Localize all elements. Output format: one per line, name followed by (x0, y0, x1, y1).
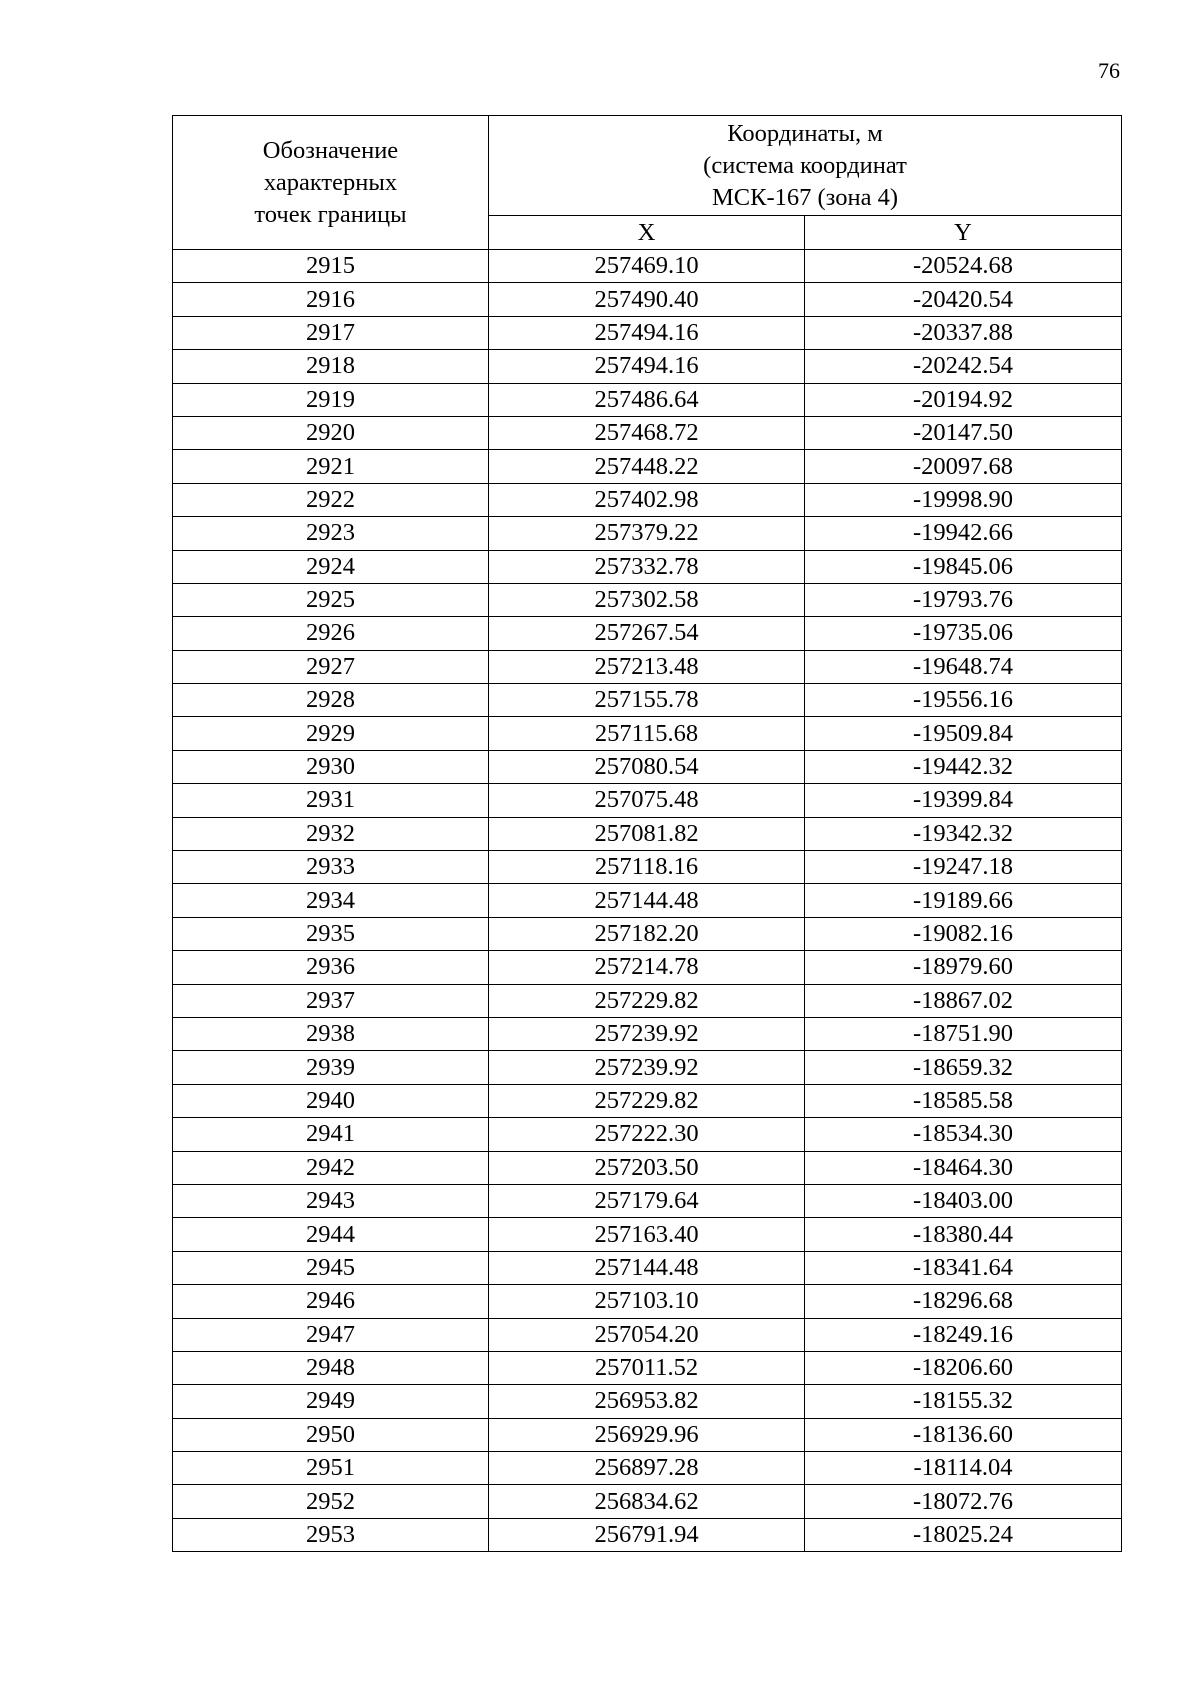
y-coordinate-cell: -18072.76 (805, 1485, 1122, 1518)
coordinates-group-header-line: МСК-167 (зона 4) (712, 183, 898, 211)
x-coordinate-cell: 257144.48 (489, 1251, 805, 1284)
point-id-cell: 2953 (173, 1518, 489, 1551)
table-row (173, 583, 1122, 616)
table-row (173, 784, 1122, 817)
point-id-cell: 2950 (173, 1418, 489, 1451)
point-id-cell: 2919 (173, 383, 489, 416)
table-row (173, 851, 1122, 884)
x-coordinate-cell: 257011.52 (489, 1351, 805, 1384)
table-row (173, 1084, 1122, 1117)
table-row (173, 483, 1122, 516)
y-coordinate-cell: -20194.92 (805, 383, 1122, 416)
y-column-header: Y (805, 216, 1122, 250)
table-row (173, 416, 1122, 449)
y-coordinate-cell: -19509.84 (805, 717, 1122, 750)
y-coordinate-cell: -20524.68 (805, 250, 1122, 283)
point-id-cell: 2925 (173, 583, 489, 616)
point-id-cell: 2924 (173, 550, 489, 583)
table-row (173, 250, 1122, 283)
y-coordinate-cell: -18249.16 (805, 1318, 1122, 1351)
y-coordinate-cell: -19556.16 (805, 684, 1122, 717)
point-designation-header-line: характерных (263, 168, 398, 196)
x-coordinate-cell: 256791.94 (489, 1518, 805, 1551)
point-id-cell: 2946 (173, 1285, 489, 1318)
x-coordinate-cell: 257203.50 (489, 1151, 805, 1184)
x-coordinate-cell: 257182.20 (489, 917, 805, 950)
point-id-cell: 2940 (173, 1084, 489, 1117)
header-row-top (173, 116, 1122, 216)
y-coordinate-cell: -19942.66 (805, 517, 1122, 550)
table-row (173, 1184, 1122, 1217)
point-id-cell: 2931 (173, 784, 489, 817)
y-coordinate-cell: -20147.50 (805, 416, 1122, 449)
x-coordinate-cell: 257486.64 (489, 383, 805, 416)
point-id-cell: 2945 (173, 1251, 489, 1284)
point-id-cell: 2916 (173, 283, 489, 316)
y-coordinate-cell: -18296.68 (805, 1285, 1122, 1318)
x-coordinate-cell: 257402.98 (489, 483, 805, 516)
y-coordinate-cell: -18867.02 (805, 984, 1122, 1017)
page-number: 76 (1098, 58, 1120, 83)
point-id-cell: 2923 (173, 517, 489, 550)
table-row (173, 1285, 1122, 1318)
y-coordinate-cell: -19648.74 (805, 650, 1122, 683)
point-designation-header (173, 116, 489, 250)
x-coordinate-cell: 257155.78 (489, 684, 805, 717)
point-id-cell: 2928 (173, 684, 489, 717)
x-coordinate-cell: 257267.54 (489, 617, 805, 650)
x-coordinate-cell: 256953.82 (489, 1385, 805, 1418)
table-row (173, 817, 1122, 850)
x-coordinate-cell: 257494.16 (489, 350, 805, 383)
x-coordinate-cell: 257115.68 (489, 717, 805, 750)
x-coordinate-cell: 257214.78 (489, 951, 805, 984)
x-coordinate-cell: 257222.30 (489, 1118, 805, 1151)
y-coordinate-cell: -18380.44 (805, 1218, 1122, 1251)
x-coordinate-cell: 257302.58 (489, 583, 805, 616)
point-id-cell: 2926 (173, 617, 489, 650)
y-coordinate-cell: -18534.30 (805, 1118, 1122, 1151)
table-row (173, 1351, 1122, 1384)
point-id-cell: 2930 (173, 750, 489, 783)
x-coordinate-cell: 257490.40 (489, 283, 805, 316)
point-id-cell: 2932 (173, 817, 489, 850)
y-coordinate-cell: -19247.18 (805, 851, 1122, 884)
point-id-cell: 2915 (173, 250, 489, 283)
y-coordinate-cell: -19189.66 (805, 884, 1122, 917)
table-row (173, 951, 1122, 984)
point-designation-header-line: Обозначение (262, 136, 399, 164)
table-row (173, 1251, 1122, 1284)
x-coordinate-cell: 257332.78 (489, 550, 805, 583)
x-coordinate-cell: 257163.40 (489, 1218, 805, 1251)
point-id-cell: 2935 (173, 917, 489, 950)
x-coordinate-cell: 257469.10 (489, 250, 805, 283)
point-id-cell: 2921 (173, 450, 489, 483)
y-coordinate-cell: -18751.90 (805, 1017, 1122, 1050)
coordinates-table (172, 115, 1122, 1552)
coordinates-group-header-line: (система координат (703, 151, 907, 179)
x-coordinate-cell: 257494.16 (489, 316, 805, 349)
y-coordinate-cell: -18341.64 (805, 1251, 1122, 1284)
y-coordinate-cell: -18585.58 (805, 1084, 1122, 1117)
y-coordinate-cell: -20242.54 (805, 350, 1122, 383)
x-coordinate-cell: 256834.62 (489, 1485, 805, 1518)
y-coordinate-cell: -20420.54 (805, 283, 1122, 316)
x-coordinate-cell: 257213.48 (489, 650, 805, 683)
table-row (173, 550, 1122, 583)
y-coordinate-cell: -19845.06 (805, 550, 1122, 583)
x-coordinate-cell: 257239.92 (489, 1017, 805, 1050)
point-id-cell: 2941 (173, 1118, 489, 1151)
x-coordinate-cell: 257239.92 (489, 1051, 805, 1084)
point-id-cell: 2952 (173, 1485, 489, 1518)
x-coordinate-cell: 257118.16 (489, 851, 805, 884)
point-id-cell: 2920 (173, 416, 489, 449)
table-row (173, 717, 1122, 750)
y-coordinate-cell: -18979.60 (805, 951, 1122, 984)
table-row (173, 383, 1122, 416)
table-body (173, 250, 1122, 1552)
table-row (173, 1051, 1122, 1084)
table-header (173, 116, 1122, 250)
x-coordinate-cell: 257075.48 (489, 784, 805, 817)
x-column-header: X (489, 216, 805, 250)
x-coordinate-cell: 257179.64 (489, 1184, 805, 1217)
y-coordinate-cell: -20097.68 (805, 450, 1122, 483)
x-coordinate-cell: 257080.54 (489, 750, 805, 783)
x-coordinate-cell: 257054.20 (489, 1318, 805, 1351)
y-coordinate-cell: -18114.04 (805, 1452, 1122, 1485)
point-id-cell: 2918 (173, 350, 489, 383)
point-id-cell: 2936 (173, 951, 489, 984)
y-coordinate-cell: -19793.76 (805, 583, 1122, 616)
y-coordinate-cell: -18206.60 (805, 1351, 1122, 1384)
table-row (173, 1151, 1122, 1184)
table-row (173, 650, 1122, 683)
x-coordinate-cell: 257229.82 (489, 1084, 805, 1117)
y-coordinate-cell: -18155.32 (805, 1385, 1122, 1418)
x-coordinate-cell: 257468.72 (489, 416, 805, 449)
table-row (173, 1518, 1122, 1551)
x-coordinate-cell: 257144.48 (489, 884, 805, 917)
table-row (173, 1485, 1122, 1518)
coordinates-group-header (489, 116, 1122, 216)
point-id-cell: 2934 (173, 884, 489, 917)
point-id-cell: 2922 (173, 483, 489, 516)
point-id-cell: 2917 (173, 316, 489, 349)
table-row (173, 316, 1122, 349)
y-coordinate-cell: -18659.32 (805, 1051, 1122, 1084)
point-id-cell: 2929 (173, 717, 489, 750)
y-coordinate-cell: -19342.32 (805, 817, 1122, 850)
table-row (173, 1118, 1122, 1151)
y-coordinate-cell: -20337.88 (805, 316, 1122, 349)
table-row (173, 1017, 1122, 1050)
y-coordinate-cell: -19082.16 (805, 917, 1122, 950)
point-id-cell: 2951 (173, 1452, 489, 1485)
point-id-cell: 2943 (173, 1184, 489, 1217)
x-coordinate-cell: 257081.82 (489, 817, 805, 850)
point-id-cell: 2937 (173, 984, 489, 1017)
y-coordinate-cell: -19399.84 (805, 784, 1122, 817)
x-coordinate-cell: 257448.22 (489, 450, 805, 483)
table-row (173, 350, 1122, 383)
y-coordinate-cell: -19735.06 (805, 617, 1122, 650)
table-row (173, 1318, 1122, 1351)
y-coordinate-cell: -18403.00 (805, 1184, 1122, 1217)
table-row (173, 750, 1122, 783)
table-row (173, 450, 1122, 483)
table-row (173, 517, 1122, 550)
table-row (173, 1418, 1122, 1451)
table-row (173, 1452, 1122, 1485)
point-id-cell: 2933 (173, 851, 489, 884)
point-id-cell: 2948 (173, 1351, 489, 1384)
table-row (173, 984, 1122, 1017)
table-row (173, 1218, 1122, 1251)
point-id-cell: 2949 (173, 1385, 489, 1418)
table-row (173, 283, 1122, 316)
point-id-cell: 2944 (173, 1218, 489, 1251)
point-id-cell: 2947 (173, 1318, 489, 1351)
coordinates-group-header-line: Координаты, м (727, 119, 883, 147)
point-designation-header-line: точек границы (254, 200, 407, 228)
y-coordinate-cell: -18464.30 (805, 1151, 1122, 1184)
point-id-cell: 2938 (173, 1017, 489, 1050)
y-coordinate-cell: -18136.60 (805, 1418, 1122, 1451)
y-coordinate-cell: -19442.32 (805, 750, 1122, 783)
table-row (173, 617, 1122, 650)
y-coordinate-cell: -19998.90 (805, 483, 1122, 516)
point-id-cell: 2927 (173, 650, 489, 683)
x-coordinate-cell: 257229.82 (489, 984, 805, 1017)
y-coordinate-cell: -18025.24 (805, 1518, 1122, 1551)
table-row (173, 884, 1122, 917)
table-row (173, 917, 1122, 950)
table-row (173, 684, 1122, 717)
point-id-cell: 2939 (173, 1051, 489, 1084)
x-coordinate-cell: 256929.96 (489, 1418, 805, 1451)
table-row (173, 1385, 1122, 1418)
x-coordinate-cell: 256897.28 (489, 1452, 805, 1485)
point-id-cell: 2942 (173, 1151, 489, 1184)
x-coordinate-cell: 257103.10 (489, 1285, 805, 1318)
x-coordinate-cell: 257379.22 (489, 517, 805, 550)
